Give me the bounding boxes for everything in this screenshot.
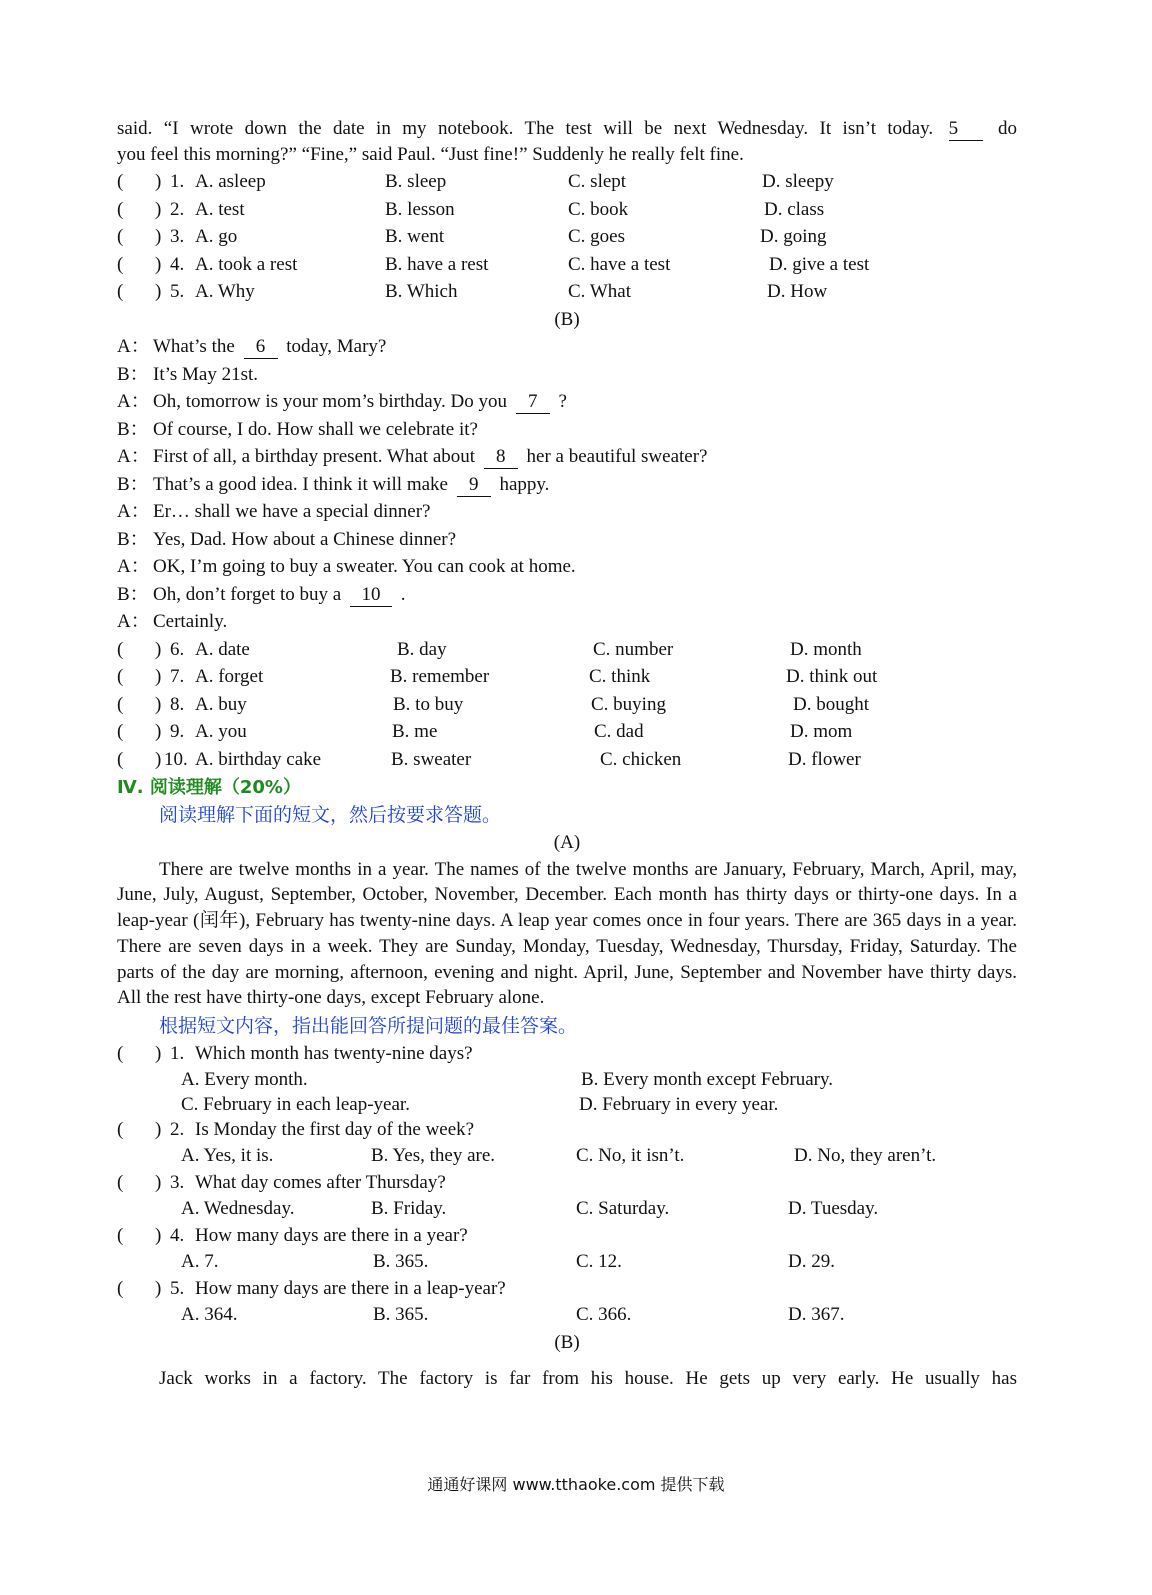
question-number: 10. xyxy=(164,748,188,770)
option-c[interactable]: C. have a test xyxy=(568,253,671,275)
options-row xyxy=(117,1092,1017,1117)
dialogue-line xyxy=(117,498,1017,526)
option-b[interactable]: B. lesson xyxy=(385,198,455,220)
option-d[interactable]: D. 29. xyxy=(788,1250,835,1272)
answer-paren-open: ( xyxy=(117,721,124,742)
answer-paren-open: ( xyxy=(117,226,124,247)
option-d[interactable]: D. How xyxy=(767,281,828,302)
reading-passage-a: There are twelve months in a year. The names of the twelve months are January, February, March, April, may, June, July, August, September, October, November, December. Each month has thirty days or thirty-one days. In a leap-year (闰年), February has twenty-nine days. A leap year comes once in four years. There are 365 days in a year. There are seven days in a week. They are Sunday, Monday, Tuesday, Wednesday, Thursday, Friday, Saturday. The parts of the day are morning, afternoon, evening and night. April, June, September and November have thirty days. All the rest have thirty-one days, except February alone. xyxy=(117,858,1017,1009)
intro-line-1-text: said. “I wrote down the date in my notebook. The test will be next Wednesday. It isn’t today. xyxy=(117,118,934,139)
question-number: 1. xyxy=(170,171,185,192)
dialogue-text: What’s the xyxy=(153,336,235,357)
option-c[interactable]: C. dad xyxy=(594,721,644,742)
question-row xyxy=(117,746,1017,774)
blank-7[interactable]: 7 xyxy=(516,391,550,414)
answer-paren-close: ) xyxy=(155,1224,162,1246)
option-d[interactable]: D. class xyxy=(764,198,825,220)
blank-8[interactable]: 8 xyxy=(484,446,518,469)
answer-paren-close: ) xyxy=(155,721,162,742)
option-a[interactable]: A. Yes, it is. xyxy=(181,1144,274,1166)
question-row xyxy=(117,196,1017,224)
option-c[interactable]: C. 366. xyxy=(576,1303,632,1325)
option-b[interactable]: B. 365. xyxy=(373,1250,429,1272)
option-d[interactable]: D. flower xyxy=(788,748,861,770)
question-number: 5. xyxy=(170,1277,185,1299)
option-d[interactable]: D. going xyxy=(760,226,827,247)
dialogue-text: Oh, tomorrow is your mom’s birthday. Do you xyxy=(153,391,507,412)
answer-paren-close: ) xyxy=(155,1042,162,1064)
answer-paren-close: ) xyxy=(155,1171,162,1193)
question-number: 3. xyxy=(170,226,185,247)
answer-paren-open: ( xyxy=(117,693,124,715)
dialogue-line xyxy=(117,526,1017,554)
dialogue-text: Oh, don’t forget to buy a xyxy=(153,583,342,605)
question-number: 7. xyxy=(170,666,185,687)
reading-question-row xyxy=(117,1041,1017,1067)
question-text: Which month has twenty-nine days? xyxy=(195,1042,473,1064)
option-a[interactable]: A. took a rest xyxy=(195,253,298,275)
section-label-b: (B) xyxy=(554,308,580,330)
dialogue-line xyxy=(117,581,1017,609)
section-4-heading: Ⅳ. 阅读理解（20%） xyxy=(117,777,301,798)
option-b[interactable]: B. 365. xyxy=(373,1303,429,1325)
speaker-label: B： xyxy=(117,583,149,605)
option-a[interactable]: A. date xyxy=(195,638,250,660)
question-row xyxy=(117,663,1017,691)
section-4-instruction: 阅读理解下面的短文，然后按要求答题。 xyxy=(159,803,502,826)
reading-question-row xyxy=(117,1223,1017,1249)
option-b[interactable]: B. have a rest xyxy=(385,253,489,275)
option-b[interactable]: B. Which xyxy=(385,281,458,302)
answer-paren-close: ) xyxy=(155,748,162,770)
answer-paren-open: ( xyxy=(117,638,124,660)
option-b[interactable]: B. Friday. xyxy=(371,1197,447,1219)
dialogue-line xyxy=(117,361,1017,389)
section-label-b-reading: (B) xyxy=(554,1331,580,1353)
question-row xyxy=(117,251,1017,279)
option-a[interactable]: A. you xyxy=(195,721,247,742)
option-b[interactable]: B. remember xyxy=(390,666,490,687)
dialogue-text: Certainly. xyxy=(153,611,228,632)
part-a-questions xyxy=(117,168,1017,306)
intro-line-1-end: do xyxy=(998,118,1018,139)
dialogue-line xyxy=(117,471,1017,499)
option-c[interactable]: C. No, it isn’t. xyxy=(576,1144,685,1166)
speaker-label: A： xyxy=(117,446,150,467)
option-b[interactable]: B. Yes, they are. xyxy=(371,1144,496,1166)
answer-paren-close: ) xyxy=(155,693,162,715)
question-text: Is Monday the first day of the week? xyxy=(195,1118,475,1140)
answer-paren-open: ( xyxy=(117,1171,124,1193)
option-c[interactable]: C. Saturday. xyxy=(576,1197,670,1219)
option-b[interactable]: B. day xyxy=(397,638,447,660)
answer-paren-close: ) xyxy=(155,226,162,247)
option-d[interactable]: D. think out xyxy=(786,666,878,687)
option-a[interactable]: A. 7. xyxy=(181,1250,219,1272)
worksheet-page xyxy=(117,116,1017,1392)
question-row xyxy=(117,718,1017,746)
answer-paren-close: ) xyxy=(155,666,162,687)
dialogue-line xyxy=(117,608,1017,636)
option-b[interactable]: B. sweater xyxy=(391,748,472,770)
speaker-label: A： xyxy=(117,501,150,522)
dialogue-text: Er… shall we have a special dinner? xyxy=(153,501,431,522)
dialogue-text: First of all, a birthday present. What about xyxy=(153,446,476,467)
option-b[interactable]: B. sleep xyxy=(385,171,447,192)
question-row xyxy=(117,691,1017,719)
intro-line-1 xyxy=(117,116,1017,142)
dialogue-text-end: ? xyxy=(558,391,567,412)
answer-paren-open: ( xyxy=(117,1277,124,1299)
dialogue-text: Of course, I do. How shall we celebrate it? xyxy=(153,418,478,440)
option-b[interactable]: B. Every month except February. xyxy=(581,1068,834,1090)
option-c[interactable]: C. goes xyxy=(568,226,625,247)
question-number: 3. xyxy=(170,1171,185,1193)
answer-paren-close: ) xyxy=(155,253,162,275)
options-row xyxy=(117,1143,1017,1170)
reading-question-row xyxy=(117,1117,1017,1143)
speaker-label: A： xyxy=(117,611,150,632)
intro-line-2: you feel this morning?” “Fine,” said Paul. “Just fine!” Suddenly he really felt fine. xyxy=(117,143,744,165)
answer-paren-open: ( xyxy=(117,1118,124,1140)
speaker-label: A： xyxy=(117,556,150,577)
option-c[interactable]: C. think xyxy=(589,666,651,687)
option-c[interactable]: C. buying xyxy=(591,693,666,715)
option-d[interactable]: D. month xyxy=(790,638,862,660)
options-row xyxy=(117,1302,1017,1329)
question-number: 5. xyxy=(170,281,185,302)
option-b[interactable]: B. me xyxy=(392,721,438,742)
option-d[interactable]: D. No, they aren’t. xyxy=(794,1144,937,1166)
question-number: 2. xyxy=(170,1118,185,1140)
option-a[interactable]: A. asleep xyxy=(195,171,266,192)
question-number: 2. xyxy=(170,198,185,220)
option-c[interactable]: C. 12. xyxy=(576,1250,622,1272)
part-b-questions xyxy=(117,636,1017,774)
option-b[interactable]: B. went xyxy=(385,226,445,247)
page-footer: 通通好课网 www.tthaoke.com 提供下载 xyxy=(427,1475,725,1494)
option-d[interactable]: D. mom xyxy=(790,721,853,742)
dialogue xyxy=(117,333,1017,636)
option-c[interactable]: C. What xyxy=(568,281,631,302)
dialogue-line xyxy=(117,333,1017,361)
question-row xyxy=(117,278,1017,306)
option-a[interactable]: A. 364. xyxy=(181,1303,238,1325)
options-row xyxy=(117,1196,1017,1223)
answer-paren-close: ) xyxy=(155,1118,162,1140)
option-d[interactable]: D. February in every year. xyxy=(579,1093,779,1115)
option-c[interactable]: C. book xyxy=(568,198,629,220)
option-c[interactable]: C. slept xyxy=(568,171,627,192)
answer-paren-open: ( xyxy=(117,666,124,687)
question-number: 9. xyxy=(170,721,185,742)
option-a[interactable]: A. birthday cake xyxy=(195,748,322,770)
speaker-label: A： xyxy=(117,391,150,412)
option-d[interactable]: D. Tuesday. xyxy=(788,1197,879,1219)
reading-question-row xyxy=(117,1276,1017,1302)
dialogue-line xyxy=(117,388,1017,416)
option-a[interactable]: A. test xyxy=(195,198,245,220)
answer-paren-open: ( xyxy=(117,748,124,770)
options-row xyxy=(117,1067,1017,1092)
question-text: What day comes after Thursday? xyxy=(195,1171,446,1193)
question-number: 6. xyxy=(170,638,185,660)
speaker-label: B： xyxy=(117,418,149,440)
option-d[interactable]: D. 367. xyxy=(788,1303,845,1325)
question-number: 8. xyxy=(170,693,185,715)
options-row xyxy=(117,1249,1017,1276)
option-a[interactable]: A. forget xyxy=(195,666,264,687)
reading-question-row xyxy=(117,1170,1017,1196)
answer-paren-close: ) xyxy=(155,1277,162,1299)
blank-6[interactable]: 6 xyxy=(244,336,278,359)
option-d[interactable]: D. give a test xyxy=(769,253,870,275)
option-a[interactable]: A. Wednesday. xyxy=(181,1197,295,1219)
dialogue-line xyxy=(117,416,1017,444)
speaker-label: B： xyxy=(117,473,149,495)
option-c[interactable]: C. number xyxy=(593,638,674,660)
blank-5[interactable]: 5 xyxy=(949,118,983,141)
question-number: 1. xyxy=(170,1042,185,1064)
answer-paren-open: ( xyxy=(117,1042,124,1064)
speaker-label: B： xyxy=(117,363,149,385)
reading-questions xyxy=(117,1041,1017,1329)
dialogue-text: OK, I’m going to buy a sweater. You can cook at home. xyxy=(153,556,576,577)
dialogue-line xyxy=(117,443,1017,471)
dialogue-text-end: . xyxy=(400,583,406,605)
question-text: How many days are there in a year? xyxy=(195,1224,468,1246)
question-number: 4. xyxy=(170,253,185,275)
question-row xyxy=(117,168,1017,196)
dialogue-text-end: today, Mary? xyxy=(286,336,387,357)
speaker-label: A： xyxy=(117,336,150,357)
option-a[interactable]: A. go xyxy=(195,226,238,247)
section-label-a: (A) xyxy=(553,832,581,853)
answer-paren-close: ) xyxy=(155,638,162,660)
question-row xyxy=(117,223,1017,251)
answer-paren-close: ) xyxy=(155,171,162,192)
reading-passage-b: Jack works in a factory. The factory is far from his house. He gets up very early. He usually has xyxy=(159,1368,1017,1390)
speaker-label: B： xyxy=(117,528,149,550)
option-a[interactable]: A. Why xyxy=(195,281,255,302)
option-d[interactable]: D. bought xyxy=(793,693,869,715)
answer-paren-close: ) xyxy=(155,281,162,302)
blank-10[interactable]: 10 xyxy=(350,584,392,607)
dialogue-text-end: her a beautiful sweater? xyxy=(526,446,708,467)
answer-paren-open: ( xyxy=(117,198,124,220)
dialogue-text: It’s May 21st. xyxy=(153,363,259,385)
option-a[interactable]: A. buy xyxy=(195,693,247,715)
option-d[interactable]: D. sleepy xyxy=(762,171,834,192)
blank-9[interactable]: 9 xyxy=(457,474,491,497)
answer-paren-open: ( xyxy=(117,171,124,192)
dialogue-line xyxy=(117,553,1017,581)
dialogue-text: Yes, Dad. How about a Chinese dinner? xyxy=(153,528,457,550)
option-c[interactable]: C. February in each leap-year. xyxy=(181,1093,410,1115)
answer-paren-open: ( xyxy=(117,253,124,275)
question-text: How many days are there in a leap-year? xyxy=(195,1277,506,1299)
dialogue-text-end: happy. xyxy=(499,473,550,495)
answer-paren-close: ) xyxy=(155,198,162,220)
option-b[interactable]: B. to buy xyxy=(393,693,464,715)
answer-paren-open: ( xyxy=(117,1224,124,1246)
answer-paren-open: ( xyxy=(117,281,124,302)
section-4-instruction-2: 根据短文内容，指出能回答所提问题的最佳答案。 xyxy=(159,1015,578,1038)
question-row xyxy=(117,636,1017,664)
option-c[interactable]: C. chicken xyxy=(600,748,682,770)
option-a[interactable]: A. Every month. xyxy=(181,1068,308,1090)
question-number: 4. xyxy=(170,1224,185,1246)
dialogue-text: That’s a good idea. I think it will make xyxy=(153,473,448,495)
